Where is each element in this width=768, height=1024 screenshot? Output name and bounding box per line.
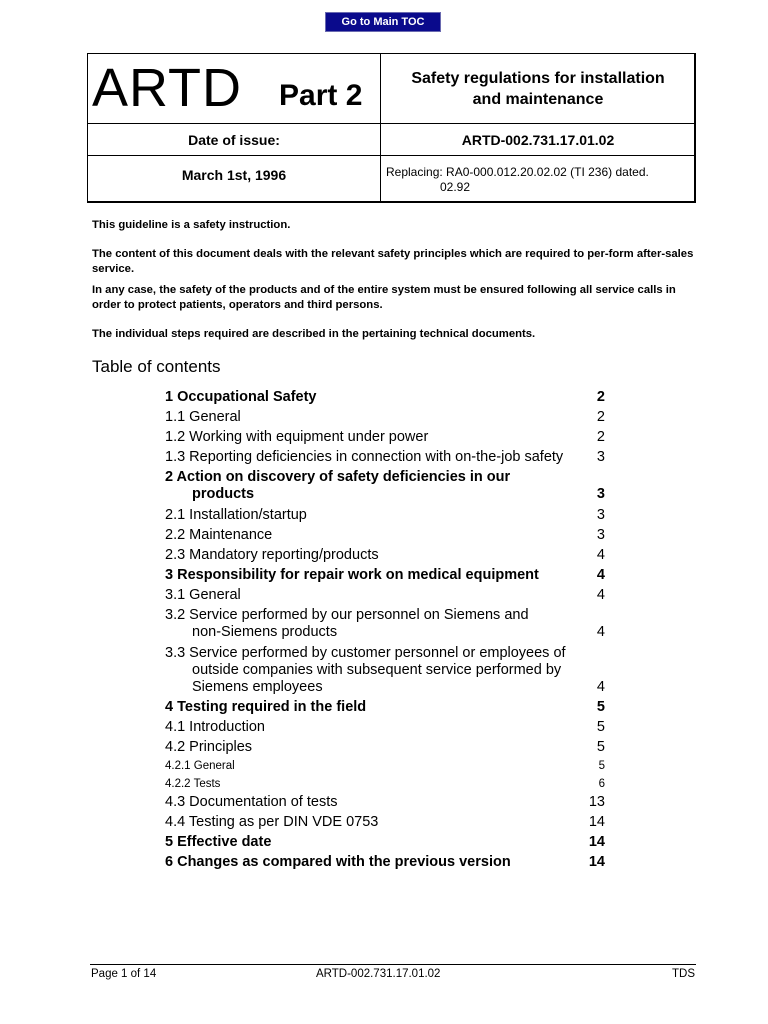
toc-entry[interactable]: 3.2 Service performed by our personnel on Siemens and non-Siemens products 4: [165, 607, 605, 641]
toc-entry[interactable]: 1.2 Working with equipment under power 2: [165, 428, 605, 445]
intro-paragraph-3: In any case, the safety of the products and of the entire system must be ensured following all service calls in order to protect patients, operators and third persons.: [92, 284, 676, 311]
document-number: ARTD-002.731.17.01.02: [381, 124, 695, 156]
intro-paragraph-4: The individual steps required are described in the pertaining technical documents.: [92, 328, 536, 340]
replacing-note: [381, 156, 695, 202]
issue-date: March 1st, 1996: [88, 156, 381, 202]
toc-entry[interactable]: 3 Responsibility for repair work on medical equipment 4: [165, 567, 605, 584]
toc-heading: Table of contents: [92, 357, 221, 376]
document-header-table: [87, 53, 696, 203]
footer-document-number: ARTD-002.731.17.01.02: [316, 968, 441, 980]
replacing-line-1: Replacing: RA0-000.012.20.02.02 (TI 236) dated.: [386, 165, 649, 179]
footer-page-number: Page 1 of 14: [91, 968, 157, 980]
toc-entry[interactable]: 3.3 Service performed by customer personnel or employees of outside companies with subsequent service performed by Siemens employees 4: [165, 644, 605, 695]
page-footer: [90, 964, 696, 984]
toc-entry[interactable]: 6 Changes as compared with the previous version 14: [165, 854, 605, 871]
toc-entry[interactable]: 4.2 Principles 5: [165, 739, 605, 756]
toc-entry[interactable]: 5 Effective date 14: [165, 834, 605, 851]
toc-entry[interactable]: 4.2.2 Tests 6: [165, 777, 605, 790]
document-title: [381, 54, 695, 124]
toc-entry[interactable]: 1.1 General 2: [165, 408, 605, 425]
toc-entry[interactable]: 1 Occupational Safety 2: [165, 388, 605, 405]
part-label: Part 2: [279, 79, 363, 112]
title-line-2: and maintenance: [472, 90, 604, 108]
toc-entry[interactable]: 4.1 Introduction 5: [165, 719, 605, 736]
toc-entry[interactable]: 4 Testing required in the field 5: [165, 698, 605, 715]
toc-entry[interactable]: 4.2.1 General 5: [165, 760, 605, 773]
go-to-main-toc-button[interactable]: Go to Main TOC: [325, 12, 441, 32]
replacing-line-2: 02.92: [440, 180, 471, 194]
date-of-issue-label: Date of issue:: [88, 124, 381, 156]
artd-logo: ARTD: [92, 58, 243, 118]
toc-entry[interactable]: 1.3 Reporting deficiencies in connection with on-the-job safety 3: [165, 449, 605, 466]
intro-paragraph-2: The content of this document deals with the relevant safety principles which are required to per-form after-sales service.: [92, 248, 694, 275]
toc-entry[interactable]: 4.4 Testing as per DIN VDE 0753 14: [165, 813, 605, 830]
title-line-1: Safety regulations for installation: [411, 69, 665, 87]
table-of-contents: [165, 387, 625, 873]
footer-department: TDS: [672, 968, 695, 980]
toc-entry[interactable]: 2.3 Mandatory reporting/products 4: [165, 546, 605, 563]
toc-entry[interactable]: 4.3 Documentation of tests 13: [165, 793, 605, 810]
toc-entry[interactable]: 2.2 Maintenance 3: [165, 526, 605, 543]
toc-entry[interactable]: 3.1 General 4: [165, 587, 605, 604]
intro-paragraph-1: This guideline is a safety instruction.: [92, 219, 291, 231]
toc-entry[interactable]: 2.1 Installation/startup 3: [165, 506, 605, 523]
logo-cell: [88, 54, 381, 124]
toc-entry[interactable]: 2 Action on discovery of safety deficiencies in our products 3: [165, 469, 605, 503]
